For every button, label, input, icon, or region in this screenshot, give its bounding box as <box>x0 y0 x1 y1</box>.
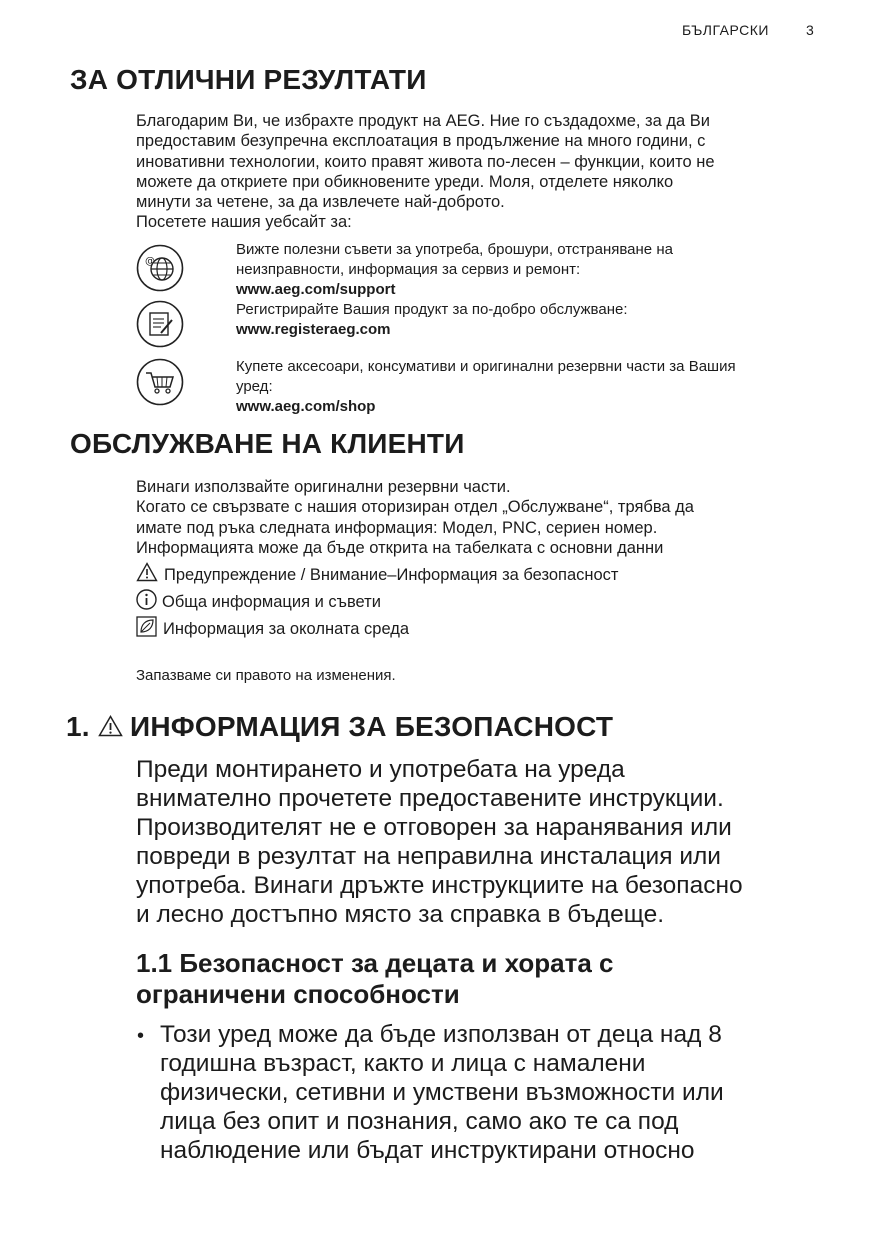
text-line: Вижте полезни съвети за употреба, брошури, отстраняване на <box>236 241 673 258</box>
warning-triangle-icon <box>98 715 123 737</box>
text-line: Преди монтирането и употребата на уреда <box>136 756 625 783</box>
text-line: можете да откриете при обикновените уреди. Моля, отделете няколко <box>136 172 674 191</box>
section-title-results: ЗА ОТЛИЧНИ РЕЗУЛТАТИ <box>70 64 427 95</box>
text-line: Този уред може да бъде използван от деца над 8 <box>160 1021 722 1048</box>
text-line: 1.1 Безопасност за децата и хората с <box>136 948 614 978</box>
visit-text: Посетете нашия уебсайт за: <box>136 213 352 232</box>
register-block <box>236 300 628 340</box>
text-line: лица без опит и познания, само ако те са под <box>160 1108 679 1135</box>
text-line: физически, сетивни и умствени възможности или <box>160 1079 724 1106</box>
text-line: минути за четене, за да извлечете най-доброто. <box>136 193 505 212</box>
svg-text:@: @ <box>145 256 155 267</box>
intro-paragraph <box>136 111 715 233</box>
section-number: 1. <box>66 711 90 742</box>
text-line: Благодарим Ви, че избрахте продукт на AEG. Ние го създадохме, за да Ви <box>136 112 710 130</box>
support-link[interactable]: www.aeg.com/support <box>236 281 396 298</box>
header-language: БЪЛГАРСКИ <box>682 22 769 38</box>
warning-triangle-icon <box>136 562 158 582</box>
environment-leaf-icon <box>136 616 157 637</box>
text-line: предоставим безупречна експлоатация в продължение на много години, с <box>136 132 706 151</box>
safety-paragraph <box>136 755 743 929</box>
legend-warning: Предупреждение / Внимание–Информация за безопасност <box>164 566 619 584</box>
text-line: наблюдение или бъдат инструктирани относно <box>160 1137 695 1164</box>
text-line: имате под ръка следната информация: Модел, PNC, сериен номер. <box>136 518 658 537</box>
shop-block <box>236 357 736 417</box>
bullet-marker: • <box>137 1025 145 1047</box>
text-line: Информацията може да бъде открита на табелката с основни данни <box>136 538 664 557</box>
shopping-cart-icon <box>136 358 184 406</box>
subsection-title <box>136 948 613 1010</box>
text-line: Когато се свързвате с нашия оторизиран отдел „Обслужване“, трябва да <box>136 498 694 517</box>
text-line: Купете аксесоари, консумативи и оригинални резервни части за Вашия <box>236 358 736 375</box>
text-line: Регистрирайте Вашия продукт за по-добро обслужване: <box>236 301 628 318</box>
text-line: ограничени способности <box>136 979 460 1009</box>
bullet-item <box>160 1020 724 1165</box>
text-line: употреба. Винаги дръжте инструкциите на безопасно <box>136 872 743 899</box>
legend-info: Обща информация и съвети <box>162 593 381 611</box>
text-line: иновативни технологии, които правят живота по-лесен – функции, които не <box>136 152 715 171</box>
text-line: Производителят не е отговорен за наранявания или <box>136 814 732 841</box>
service-paragraph <box>136 477 694 558</box>
register-document-icon <box>136 300 184 348</box>
shop-link[interactable]: www.aeg.com/shop <box>236 398 376 415</box>
text-line: Винаги използвайте оригинални резервни части. <box>136 478 511 496</box>
section-title-service: ОБСЛУЖВАНЕ НА КЛИЕНТИ <box>70 428 465 459</box>
text-line: неизправности, информация за сервиз и ремонт: <box>236 261 581 278</box>
legend-environment: Информация за околната среда <box>163 620 410 638</box>
text-line: повреди в резултат на неправилна инсталация или <box>136 843 721 870</box>
text-line: уред: <box>236 378 273 395</box>
text-line: и лесно достъпно място за справка в бъдеще. <box>136 901 665 928</box>
page-number: 3 <box>806 22 815 38</box>
section-title-safety: ИНФОРМАЦИЯ ЗА БЕЗОПАСНОСТ <box>130 711 614 742</box>
support-block <box>236 240 673 300</box>
info-icon <box>136 589 157 610</box>
register-link[interactable]: www.registeraeg.com <box>236 321 391 338</box>
text-line: годишна възраст, както и лица с намалени <box>160 1050 646 1077</box>
text-line: внимателно прочетете предоставените инструкции. <box>136 785 724 812</box>
globe-icon <box>136 244 184 292</box>
reserve-note: Запазваме си правото на изменения. <box>136 667 396 684</box>
